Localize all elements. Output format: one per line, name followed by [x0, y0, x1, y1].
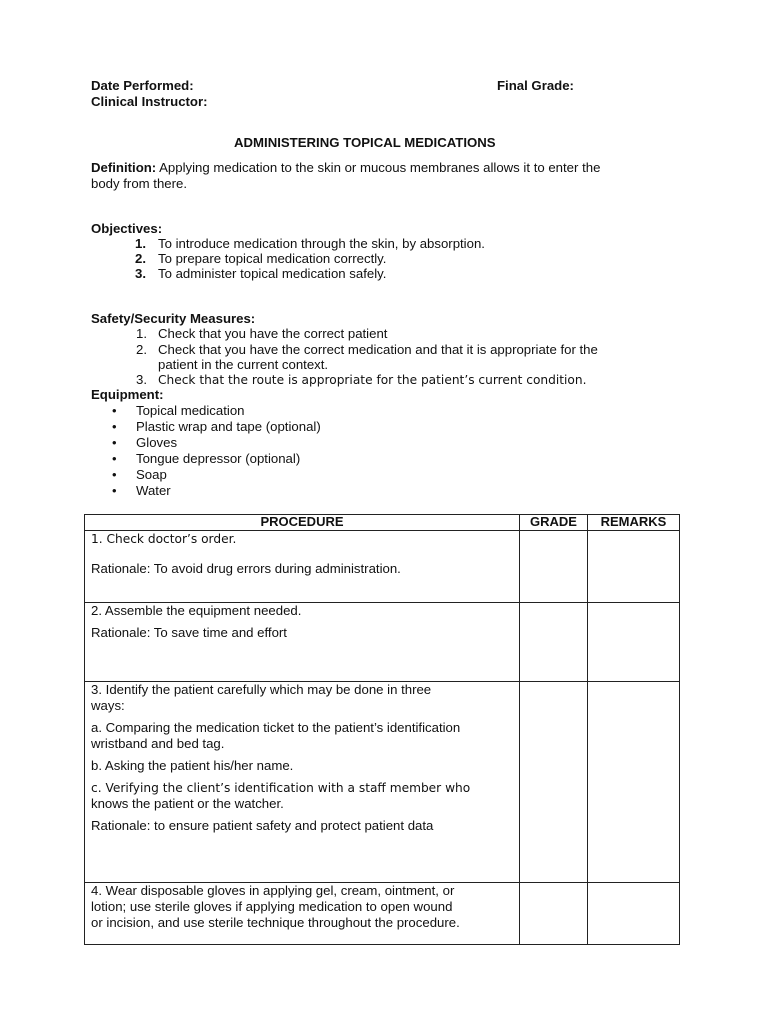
safety-text-3: Check that the route is appropriate for the patient’s current condition. [158, 373, 587, 387]
procedure-step: 1. Check doctor’s order. [91, 532, 237, 546]
equipment-heading: Equipment: [91, 387, 164, 402]
objective-text-2: To prepare topical medication correctly. [158, 251, 387, 266]
grade-cell[interactable] [520, 883, 588, 945]
procedure-step-line-1: 4. Wear disposable gloves in applying gel, cream, ointment, or [91, 883, 455, 898]
equipment-item: Plastic wrap and tape (optional) [136, 419, 321, 434]
safety-text-1: Check that you have the correct patient [158, 326, 388, 341]
definition-line-1 [91, 160, 600, 176]
table-row [85, 531, 680, 603]
bullet-icon: • [112, 483, 117, 498]
equipment-item: Tongue depressor (optional) [136, 451, 301, 466]
safety-number-3: 3. [136, 372, 147, 387]
procedure-substep-a-line-1: a. Comparing the medication ticket to the patient’s identification [91, 720, 461, 735]
procedure-rationale: Rationale: to ensure patient safety and protect patient data [91, 818, 434, 833]
final-grade-label: Final Grade: [497, 78, 574, 93]
grade-cell[interactable] [520, 682, 588, 883]
table-header-row [85, 515, 680, 531]
procedure-rationale: Rationale: To save time and effort [91, 625, 287, 640]
safety-heading: Safety/Security Measures: [91, 311, 256, 326]
remarks-cell[interactable] [588, 682, 680, 883]
remarks-cell[interactable] [588, 531, 680, 603]
procedure-cell [85, 682, 520, 883]
procedure-substep-a-line-2: wristband and bed tag. [91, 736, 225, 751]
procedure-substep-c-line-1: c. Verifying the client’s identification with a staff member who [91, 781, 471, 795]
equipment-item: Water [136, 483, 171, 498]
bullet-icon: • [112, 403, 117, 418]
grade-cell[interactable] [520, 603, 588, 682]
table-row [85, 682, 680, 883]
bullet-icon: • [112, 467, 117, 482]
procedure-substep-b: b. Asking the patient his/her name. [91, 758, 294, 773]
procedure-step-line-3: or incision, and use sterile technique throughout the procedure. [91, 915, 460, 930]
procedure-cell [85, 603, 520, 682]
document-title: ADMINISTERING TOPICAL MEDICATIONS [234, 135, 496, 150]
date-performed-label: Date Performed: [91, 78, 194, 93]
objective-number-3: 3. [135, 266, 146, 281]
grade-header: GRADE [520, 515, 588, 531]
procedure-substep-c-line-2: knows the patient or the watcher. [91, 796, 284, 811]
table-row [85, 883, 680, 945]
procedure-step-line-2: ways: [91, 698, 125, 713]
clinical-instructor-label: Clinical Instructor: [91, 94, 208, 109]
objectives-heading: Objectives: [91, 221, 163, 236]
objective-number-2: 2. [135, 251, 146, 266]
objective-text-3: To administer topical medication safely. [158, 266, 387, 281]
definition-label: Definition: [91, 160, 157, 175]
safety-number-1: 1. [136, 326, 147, 341]
definition-text: Applying medication to the skin or mucous membranes allows it to enter the [156, 160, 601, 175]
equipment-item: Topical medication [136, 403, 245, 418]
procedure-cell [85, 531, 520, 603]
equipment-item: Soap [136, 467, 167, 482]
remarks-cell[interactable] [588, 603, 680, 682]
bullet-icon: • [112, 419, 117, 434]
procedure-cell [85, 883, 520, 945]
remarks-header: REMARKS [588, 515, 680, 531]
table-row [85, 603, 680, 682]
objective-number-1: 1. [135, 236, 146, 251]
safety-text-2-line-1: Check that you have the correct medication and that it is appropriate for the [158, 342, 598, 357]
safety-text-2-line-2: patient in the current context. [158, 357, 329, 372]
bullet-icon: • [112, 435, 117, 450]
grade-cell[interactable] [520, 531, 588, 603]
bullet-icon: • [112, 451, 117, 466]
objective-text-1: To introduce medication through the skin, by absorption. [158, 236, 485, 251]
procedure-rationale: Rationale: To avoid drug errors during administration. [91, 561, 401, 576]
procedure-table [84, 514, 680, 945]
procedure-step: 2. Assemble the equipment needed. [91, 603, 302, 618]
definition-line-2: body from there. [91, 176, 188, 191]
safety-number-2: 2. [136, 342, 147, 357]
equipment-item: Gloves [136, 435, 178, 450]
procedure-step-line-2: lotion; use sterile gloves if applying medication to open wound [91, 899, 453, 914]
procedure-step-line-1: 3. Identify the patient carefully which may be done in three [91, 682, 432, 697]
procedure-header: PROCEDURE [85, 515, 520, 531]
remarks-cell[interactable] [588, 883, 680, 945]
